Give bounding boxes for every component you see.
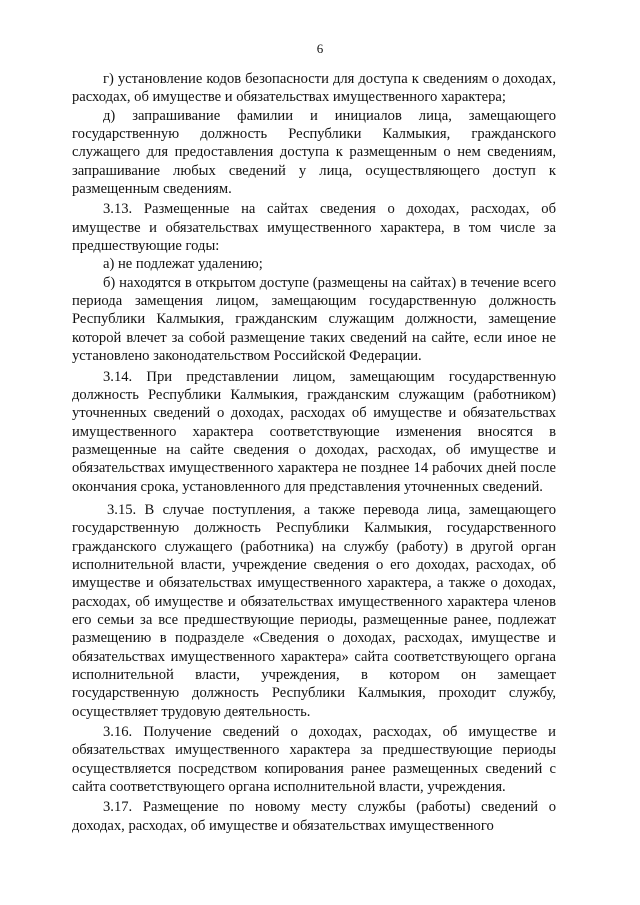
paragraph-item-a: а) не подлежат удалению; <box>103 256 263 273</box>
document-body <box>72 70 556 835</box>
paragraph-3-17: 3.17. Размещение по новому месту службы (работы) сведений о доходах, расходах, об имуществе и обязательствах имущественного <box>72 799 556 834</box>
paragraph-item-b: б) находятся в открытом доступе (размещены на сайтах) в течение всего периода замещения лицом, замещающим государственную должность Республики Калмыкия, гражданским служащим должности, замещение которой влечет за собой размещение таких сведений на сайте, если иное не установлено законодательством Российской Федерации. <box>72 274 556 365</box>
paragraph-3-15: 3.15. В случае поступления, а также перевода лица, замещающего государственную должность Республики Калмыкия, государственного гражданского служащего (работника) на службу (работу) в другой орган исполнительной власти, учреждение сведения о его доходах, расходах, об имуществе и обязательствах имущественного характера, а также о доходах, расходах, об имуществе и обязательствах имущественного характера членов его семьи за все предшествующие периоды, размещенные ранее, подлежат размещению в подразделе «Сведения о доходах, расходах, имуществе и обязательствах имущественного характера» сайта соответствующего органа исполнительной власти, учреждения, в котором он замещает государственную должность Республики Калмыкия, проходит службу, осуществляет трудовую деятельность. <box>72 501 556 720</box>
paragraph-item-d: д) запрашивание фамилии и инициалов лица, замещающего государственную должность Республики Калмыкия, гражданского служащего для предоставления доступа к размещенным о нем сведениям, запрашивание любых сведений у лица, осуществляющего доступ к размещенным сведениям. <box>72 107 556 198</box>
paragraph-3-13: 3.13. Размещенные на сайтах сведения о доходах, расходах, об имуществе и обязательствах имущественного характера, в том числе за предшествующие годы: <box>72 201 556 255</box>
paragraph-3-14: 3.14. При представлении лицом, замещающим государственную должность Республики Калмыкия, гражданским служащим (работником) уточненных сведений о доходах, расходах об имуществе и обязательствах имущественного характера соответствующие изменения вносятся в размещенные на сайте сведения о доходах, расходах, об имуществе и обязательствах имущественного характера не позднее 14 рабочих дней после окончания срока, установленного для представления уточненных сведений. <box>72 368 556 495</box>
paragraph-3-16: 3.16. Получение сведений о доходах, расходах, об имуществе и обязательствах имущественного характера за предшествующие периоды осуществляется посредством копирования ранее размещенных сведений с сайта соответствующего органа исполнительной власти, учреждения. <box>72 724 556 796</box>
page-number: 6 <box>316 41 324 56</box>
paragraph-item-g: г) установление кодов безопасности для доступа к сведениям о доходах, расходах, об имуществе и обязательствах имущественного характера; <box>72 71 556 106</box>
